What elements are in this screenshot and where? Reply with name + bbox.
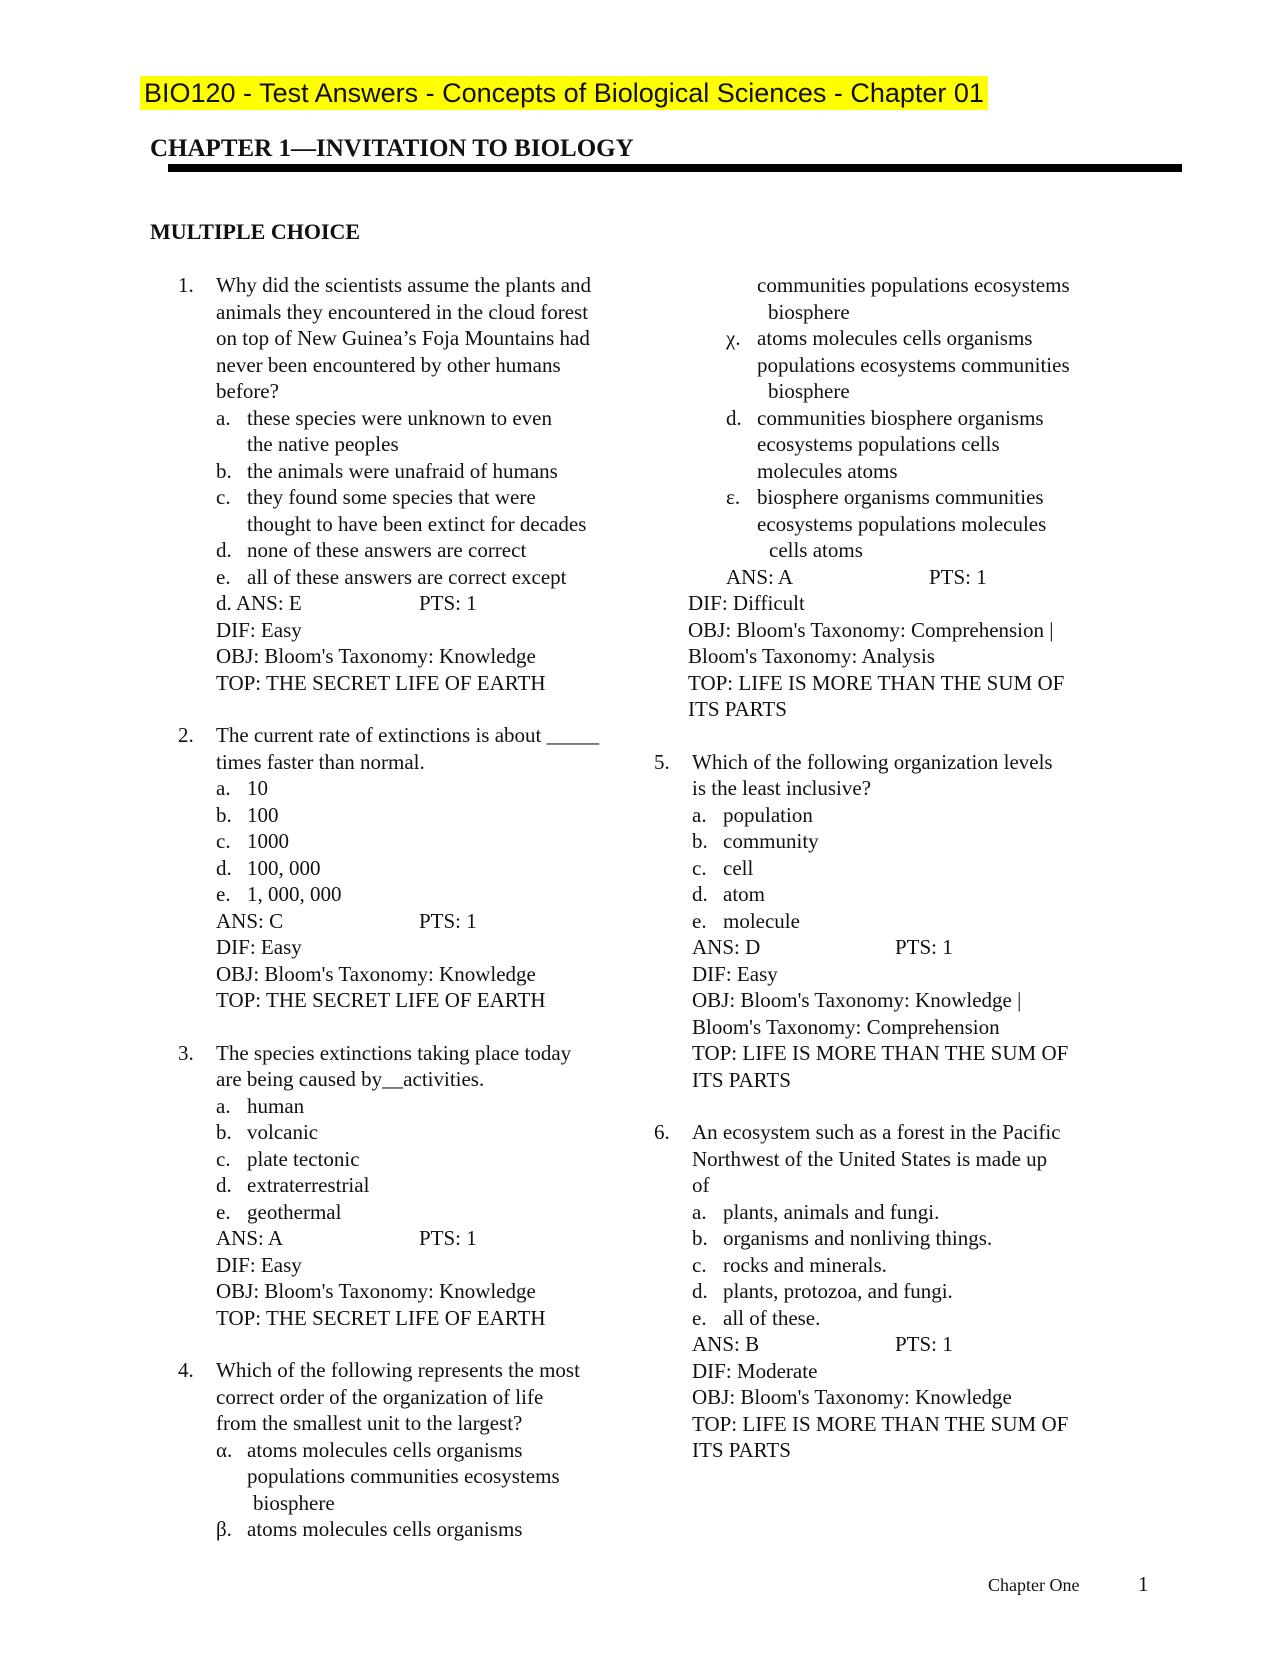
option-text: biosphere: [253, 1490, 335, 1515]
answer-option: [692, 881, 1158, 908]
option-text: all of these.: [723, 1305, 821, 1330]
right-column: [654, 272, 1158, 1464]
objective: OBJ: Bloom's Taxonomy: Knowledge: [216, 961, 536, 986]
question-number: 4.: [178, 1358, 194, 1382]
option-text: biosphere: [768, 299, 850, 324]
option-text: cells atoms: [769, 538, 863, 562]
option-letter: e.: [216, 882, 231, 906]
answer-option: [216, 1146, 638, 1173]
answer-key: ANS: B: [692, 1332, 760, 1356]
option-letter: a.: [216, 405, 231, 430]
answer-line: [216, 590, 638, 617]
answer-option: [216, 458, 638, 485]
option-text: plate tectonic: [247, 1146, 360, 1171]
question-stem-line: are being caused by__activities.: [216, 1067, 485, 1091]
topic: TOP: LIFE IS MORE THAN THE SUM OF: [692, 1411, 1069, 1436]
answer-line: [692, 1331, 1158, 1358]
question-4-continued: [688, 272, 1158, 590]
question-6: [654, 1119, 1158, 1464]
answer-option: [216, 1199, 638, 1226]
option-text: these species were unknown to even: [247, 405, 552, 430]
question-stem-line: from the smallest unit to the largest?: [216, 1411, 523, 1435]
option-text: community: [723, 829, 819, 853]
chapter-title: CHAPTER 1—INVITATION TO BIOLOGY: [150, 135, 634, 162]
option-letter: d.: [216, 538, 232, 562]
option-text: molecules atoms: [757, 458, 898, 483]
option-text: 1000: [247, 829, 289, 853]
answer-key: ANS: D: [692, 935, 761, 959]
points: PTS: 1: [419, 1226, 477, 1250]
section-heading: MULTIPLE CHOICE: [150, 219, 361, 244]
option-letter: c.: [216, 1146, 231, 1171]
topic: TOP: LIFE IS MORE THAN THE SUM OF: [688, 670, 1065, 695]
option-text: the native peoples: [247, 432, 399, 456]
option-text: biosphere: [768, 379, 850, 403]
answer-key: ANS: A: [216, 1226, 284, 1250]
points: PTS: 1: [419, 591, 477, 615]
option-text: human: [247, 1093, 305, 1118]
question-stem-line: The species extinctions taking place today: [216, 1040, 572, 1065]
option-letter: d.: [692, 882, 708, 906]
option-letter: d.: [216, 855, 232, 880]
answer-option: [216, 1172, 638, 1199]
question-stem-line: The current rate of extinctions is about _____: [216, 723, 600, 747]
answer-key: ANS: A: [726, 564, 794, 589]
answer-option: [216, 405, 638, 458]
option-text: populations communities ecosystems: [247, 1464, 560, 1488]
option-letter: e.: [692, 1305, 707, 1330]
option-text: atom: [723, 882, 765, 906]
answer-line: [216, 1225, 638, 1252]
answer-option: [216, 1516, 638, 1543]
option-text: communities biosphere organisms: [757, 405, 1044, 430]
answer-option: [692, 1225, 1158, 1252]
option-text: ecosystems populations molecules: [757, 511, 1047, 536]
option-text: 1, 000, 000: [247, 882, 342, 906]
topic: TOP: THE SECRET LIFE OF EARTH: [216, 670, 546, 695]
option-letter: c.: [692, 855, 707, 880]
answer-option: [216, 828, 638, 855]
answer-option: [216, 802, 638, 829]
answer-option: [726, 484, 1158, 564]
option-text: 100: [247, 802, 279, 827]
option-text: population: [723, 802, 813, 827]
objective: OBJ: Bloom's Taxonomy: Knowledge |: [692, 988, 1022, 1012]
question-number: 3.: [178, 1040, 194, 1065]
question-number: 2.: [178, 723, 194, 747]
option-text: none of these answers are correct: [247, 538, 527, 562]
option-text: plants, protozoa, and fungi.: [723, 1279, 953, 1303]
objective: OBJ: Bloom's Taxonomy: Comprehension |: [688, 617, 1054, 642]
difficulty: DIF: Easy: [692, 961, 778, 986]
answer-option: [692, 828, 1158, 855]
difficulty: DIF: Easy: [216, 617, 302, 642]
answer-option: [692, 802, 1158, 829]
question-stem-line: never been encountered by other humans: [216, 352, 561, 377]
option-text: rocks and minerals.: [723, 1252, 887, 1277]
answer-option-continued: [726, 272, 1158, 325]
option-letter: α.: [216, 1437, 233, 1462]
option-text: they found some species that were: [247, 485, 536, 509]
answer-option: [216, 881, 638, 908]
question-stem-line: is the least inclusive?: [692, 776, 872, 800]
option-text: the animals were unafraid of humans: [247, 458, 558, 483]
topic: TOP: LIFE IS MORE THAN THE SUM OF: [692, 1041, 1069, 1065]
answer-option: [216, 1093, 638, 1120]
answer-option: [216, 855, 638, 882]
topic: ITS PARTS: [688, 697, 787, 721]
left-column: [178, 272, 638, 1543]
option-letter: b.: [216, 458, 232, 483]
question-stem-line: Why did the scientists assume the plants and: [216, 273, 592, 297]
option-text: atoms molecules cells organisms: [247, 1437, 523, 1462]
option-text: 100, 000: [247, 855, 321, 880]
difficulty: DIF: Moderate: [692, 1358, 818, 1383]
option-letter: e.: [216, 564, 231, 589]
question-stem-line: Which of the following represents the most: [216, 1358, 580, 1382]
question-number: 1.: [178, 273, 194, 297]
question-4: [178, 1357, 638, 1543]
answer-option: [216, 564, 638, 591]
question-1: [178, 272, 638, 696]
option-text: atoms molecules cells organisms: [757, 326, 1033, 350]
objective: OBJ: Bloom's Taxonomy: Knowledge: [216, 644, 536, 668]
difficulty: DIF: Easy: [216, 1252, 302, 1277]
points: PTS: 1: [895, 1332, 953, 1356]
question-number: 6.: [654, 1120, 670, 1144]
option-letter: χ.: [726, 326, 741, 350]
answer-option: [216, 775, 638, 802]
question-5: [654, 749, 1158, 1094]
points: PTS: 1: [895, 935, 953, 959]
question-3: [178, 1040, 638, 1332]
topic: ITS PARTS: [692, 1438, 791, 1462]
option-text: molecule: [723, 908, 800, 933]
option-letter: a.: [692, 802, 707, 827]
option-letter: e.: [216, 1199, 231, 1224]
topic: TOP: THE SECRET LIFE OF EARTH: [216, 1305, 546, 1330]
option-letter: e.: [692, 908, 707, 933]
option-text: communities populations ecosystems: [757, 273, 1070, 297]
objective: OBJ: Bloom's Taxonomy: Knowledge: [692, 1385, 1012, 1409]
objective: Bloom's Taxonomy: Comprehension: [692, 1014, 1000, 1039]
answer-option: [692, 1199, 1158, 1226]
option-letter: b.: [216, 802, 232, 827]
option-letter: d.: [726, 405, 742, 430]
question-stem-line: of: [692, 1173, 710, 1197]
answer-key: d. ANS: E: [216, 591, 302, 615]
answer-option: [726, 405, 1158, 485]
answer-option: [692, 1252, 1158, 1279]
answer-option: [692, 855, 1158, 882]
answer-line: [688, 564, 1158, 591]
option-text: populations ecosystems communities: [757, 352, 1070, 377]
answer-line: [692, 934, 1158, 961]
option-text: thought to have been extinct for decades: [247, 511, 587, 536]
topic: TOP: THE SECRET LIFE OF EARTH: [216, 988, 546, 1012]
option-letter: c.: [692, 1252, 707, 1277]
answer-option: [216, 484, 638, 537]
answer-line: [216, 908, 638, 935]
option-letter: a.: [216, 776, 231, 800]
option-letter: d.: [692, 1279, 708, 1303]
option-text: organisms and nonliving things.: [723, 1226, 993, 1250]
question-stem-line: on top of New Guinea’s Foja Mountains had: [216, 326, 590, 350]
question-stem-line: correct order of the organization of life: [216, 1384, 544, 1409]
answer-option: [216, 537, 638, 564]
objective: Bloom's Taxonomy: Analysis: [688, 644, 935, 668]
question-stem-line: An ecosystem such as a forest in the Pacific: [692, 1120, 1061, 1144]
option-text: all of these answers are correct except: [247, 564, 567, 589]
option-text: biosphere organisms communities: [757, 485, 1044, 509]
option-text: atoms molecules cells organisms: [247, 1517, 523, 1541]
option-text: cell: [723, 855, 754, 880]
option-text: volcanic: [247, 1120, 319, 1144]
option-letter: c.: [216, 485, 231, 509]
option-letter: a.: [216, 1093, 231, 1118]
difficulty: DIF: Difficult: [688, 591, 805, 615]
answer-option: [692, 1305, 1158, 1332]
difficulty: DIF: Easy: [216, 935, 302, 959]
option-letter: b.: [216, 1120, 232, 1144]
option-text: 10: [247, 776, 268, 800]
topic: ITS PARTS: [692, 1067, 791, 1092]
option-text: plants, animals and fungi.: [723, 1199, 940, 1224]
option-letter: b.: [692, 1226, 708, 1250]
points: PTS: 1: [419, 908, 477, 933]
option-letter: ε.: [726, 485, 741, 509]
answer-option: [216, 1437, 638, 1517]
document-banner: BIO120 - Test Answers - Concepts of Biological Sciences - Chapter 01: [140, 76, 988, 110]
answer-option: [692, 1278, 1158, 1305]
footer-chapter-label: Chapter One: [988, 1575, 1080, 1595]
answer-option: [692, 908, 1158, 935]
answer-option: [216, 1119, 638, 1146]
option-letter: b.: [692, 829, 708, 853]
objective: OBJ: Bloom's Taxonomy: Knowledge: [216, 1279, 536, 1303]
question-stem-line: before?: [216, 379, 279, 403]
footer-page-number: 1: [1138, 1572, 1149, 1596]
question-number: 5.: [654, 749, 670, 774]
question-stem-line: times faster than normal.: [216, 749, 425, 774]
question-stem-line: Northwest of the United States is made up: [692, 1146, 1048, 1171]
question-stem-line: Which of the following organization levels: [692, 749, 1053, 774]
option-letter: d.: [216, 1173, 232, 1197]
title-underline-rule: [168, 164, 1182, 172]
answer-option: [726, 325, 1158, 405]
answer-key: ANS: C: [216, 908, 284, 933]
question-stem-line: animals they encountered in the cloud forest: [216, 299, 589, 324]
option-text: ecosystems populations cells: [757, 432, 1000, 456]
option-letter: c.: [216, 829, 231, 853]
points: PTS: 1: [929, 564, 987, 589]
option-text: extraterrestrial: [247, 1173, 370, 1197]
question-2: [178, 722, 638, 1014]
option-letter: a.: [692, 1199, 707, 1224]
option-text: geothermal: [247, 1199, 342, 1224]
option-letter: β.: [216, 1517, 232, 1541]
